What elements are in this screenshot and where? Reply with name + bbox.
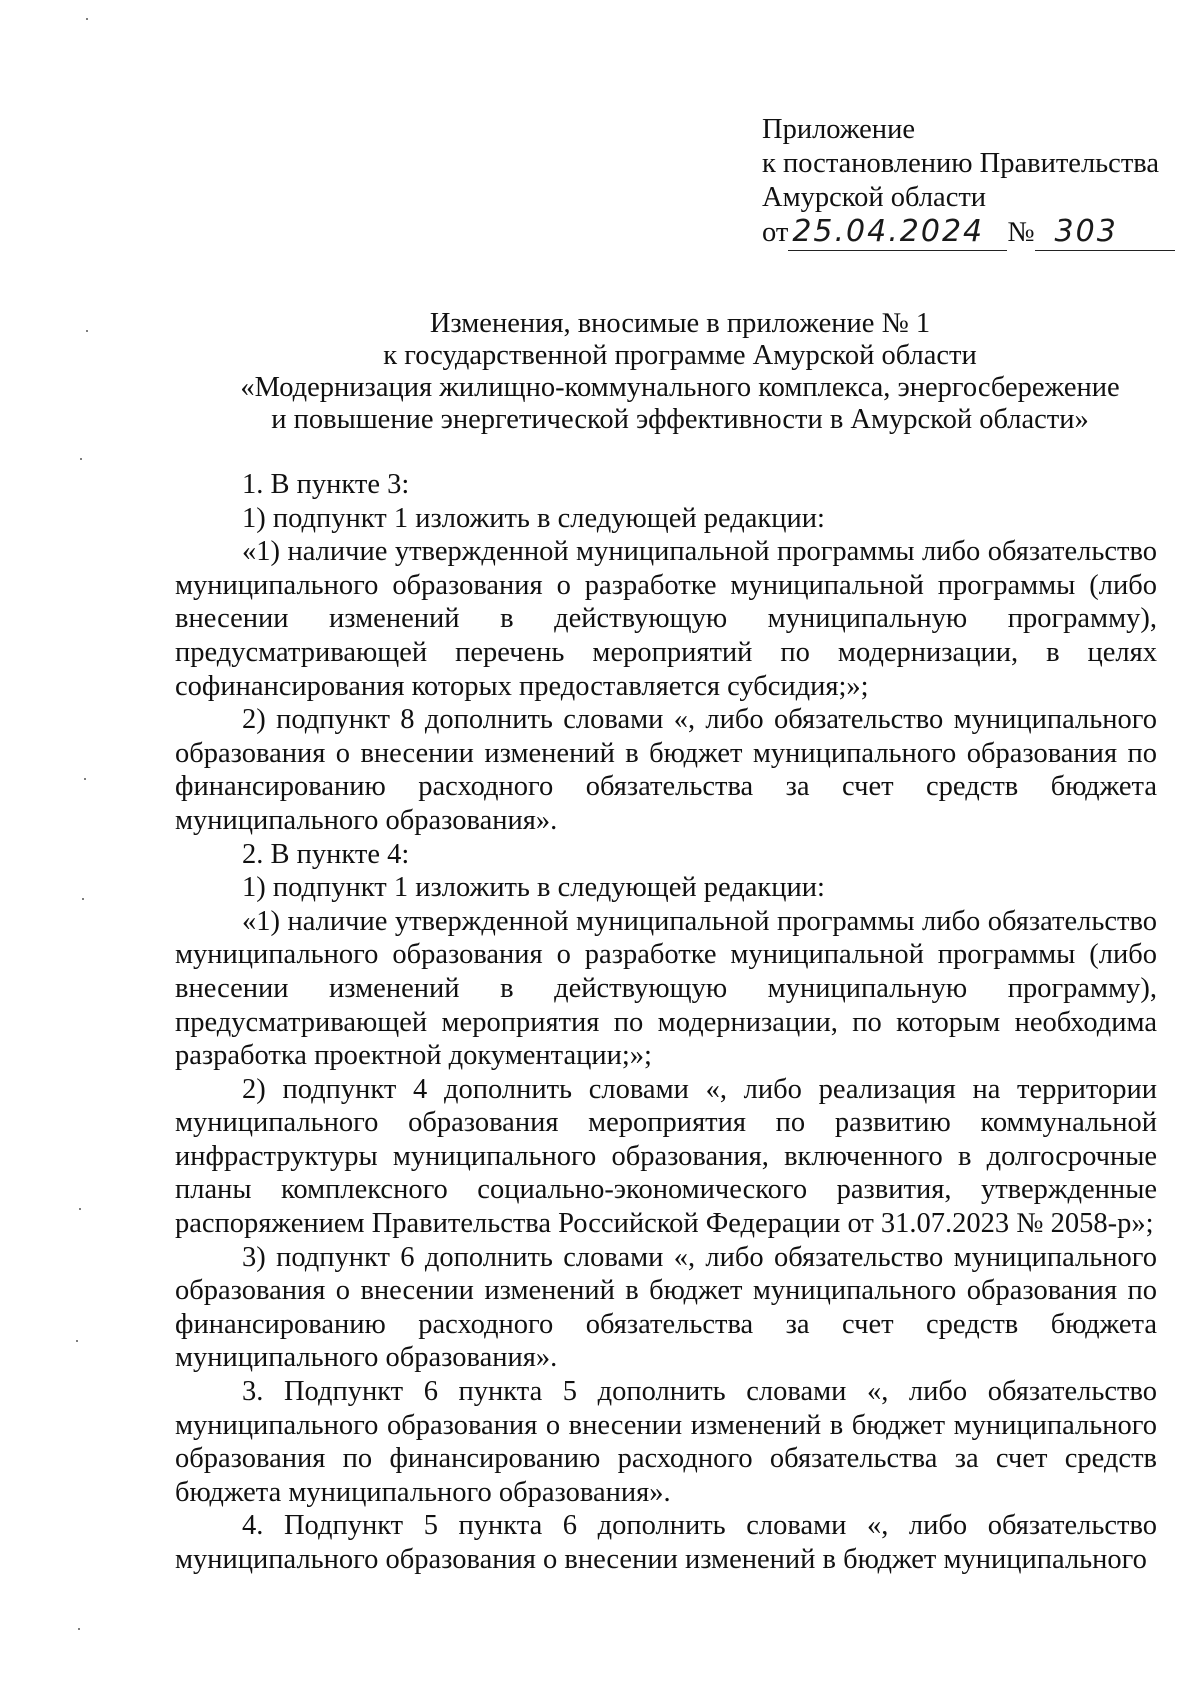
scan-speck — [78, 1628, 80, 1630]
paragraph: 3. Подпункт 6 пункта 5 дополнить словами «, либо обязательство муниципального образования о внесении изменений в бюджет муниципального образования по финансированию расходного обязательства за счет средств бюджета муниципального образования». — [175, 1376, 1157, 1508]
paragraph: 1) подпункт 1 изложить в следующей редакции: — [242, 872, 825, 904]
date-field — [788, 215, 1007, 251]
scan-speck — [84, 778, 86, 780]
paragraph: 2) подпункт 8 дополнить словами «, либо обязательство муниципального образования о внесении изменений в бюджет муниципального образования по финансированию расходного обязательства за счет средств бюджета муниципального образования». — [175, 704, 1157, 836]
paragraph: 1) подпункт 1 изложить в следующей редакции: — [242, 502, 825, 534]
title-line: Изменения, вносимые в приложение № 1 — [429, 308, 931, 339]
resolution-reference: к постановлению Правительства — [762, 148, 1160, 179]
scan-speck — [86, 330, 88, 332]
scan-speck — [82, 898, 84, 900]
scan-speck — [86, 18, 88, 20]
document-title — [160, 308, 1200, 436]
paragraph: 3) подпункт 6 дополнить словами «, либо обязательство муниципального образования о внесении изменений в бюджет муниципального образования по финансированию расходного обязательства за счет средств бюджета муниципального образования». — [175, 1241, 1157, 1374]
title-line: и повышение энергетической эффективности в Амурской области» — [271, 404, 1089, 435]
scan-speck — [80, 458, 82, 460]
paragraph: 2) подпункт 4 дополнить словами «, либо реализация на территории муниципального образования мероприятия по развитию коммунальной инфраструктуры муниципального образования, включенного в долгосрочные планы комплексного социально-экономического развития, утвержденные распоряжением Правительства Российской Федерации от 31.07.2023 № 2058-р»; — [175, 1073, 1157, 1240]
date-number-line — [762, 215, 1182, 251]
paragraph: 4. Подпункт 5 пункта 6 дополнить словами «, либо обязательство муниципального образования о внесении изменений в бюджет муниципального — [175, 1510, 1157, 1575]
appendix-label: Приложение — [762, 114, 915, 145]
handwritten-date: 25.04.2024 — [792, 214, 985, 249]
paragraph: 1. В пункте 3: — [242, 469, 410, 500]
scan-speck — [76, 1340, 78, 1342]
number-field — [1035, 215, 1175, 251]
number-label: № — [1007, 217, 1035, 248]
title-line: «Модернизация жилищно-коммунального комплекса, энергосбережение — [240, 372, 1120, 403]
appendix-header — [762, 113, 1182, 251]
paragraph: «1) наличие утвержденной муниципальной программы либо обязательство муниципального образования о разработке муниципальной программы (либо внесении изменений в действующую муниципальную программу), предусматривающей перечень мероприятий по модернизации, в целях софинансирования которых предоставляется субсидия;»; — [175, 536, 1157, 702]
document-body — [175, 468, 1157, 1577]
date-prefix: от — [762, 217, 789, 248]
paragraph: 2. В пункте 4: — [242, 838, 410, 870]
handwritten-number: 303 — [1054, 214, 1118, 249]
scan-speck — [79, 1208, 81, 1210]
title-line: к государственной программе Амурской области — [383, 340, 977, 371]
region-name: Амурской области — [762, 182, 987, 213]
paragraph: «1) наличие утвержденной муниципальной программы либо обязательство муниципального образования о разработке муниципальной программы (либо внесении изменений в действующую муниципальную программу), предусматривающей мероприятия по модернизации, по которым необходима разработка проектной документации;»; — [175, 905, 1157, 1072]
